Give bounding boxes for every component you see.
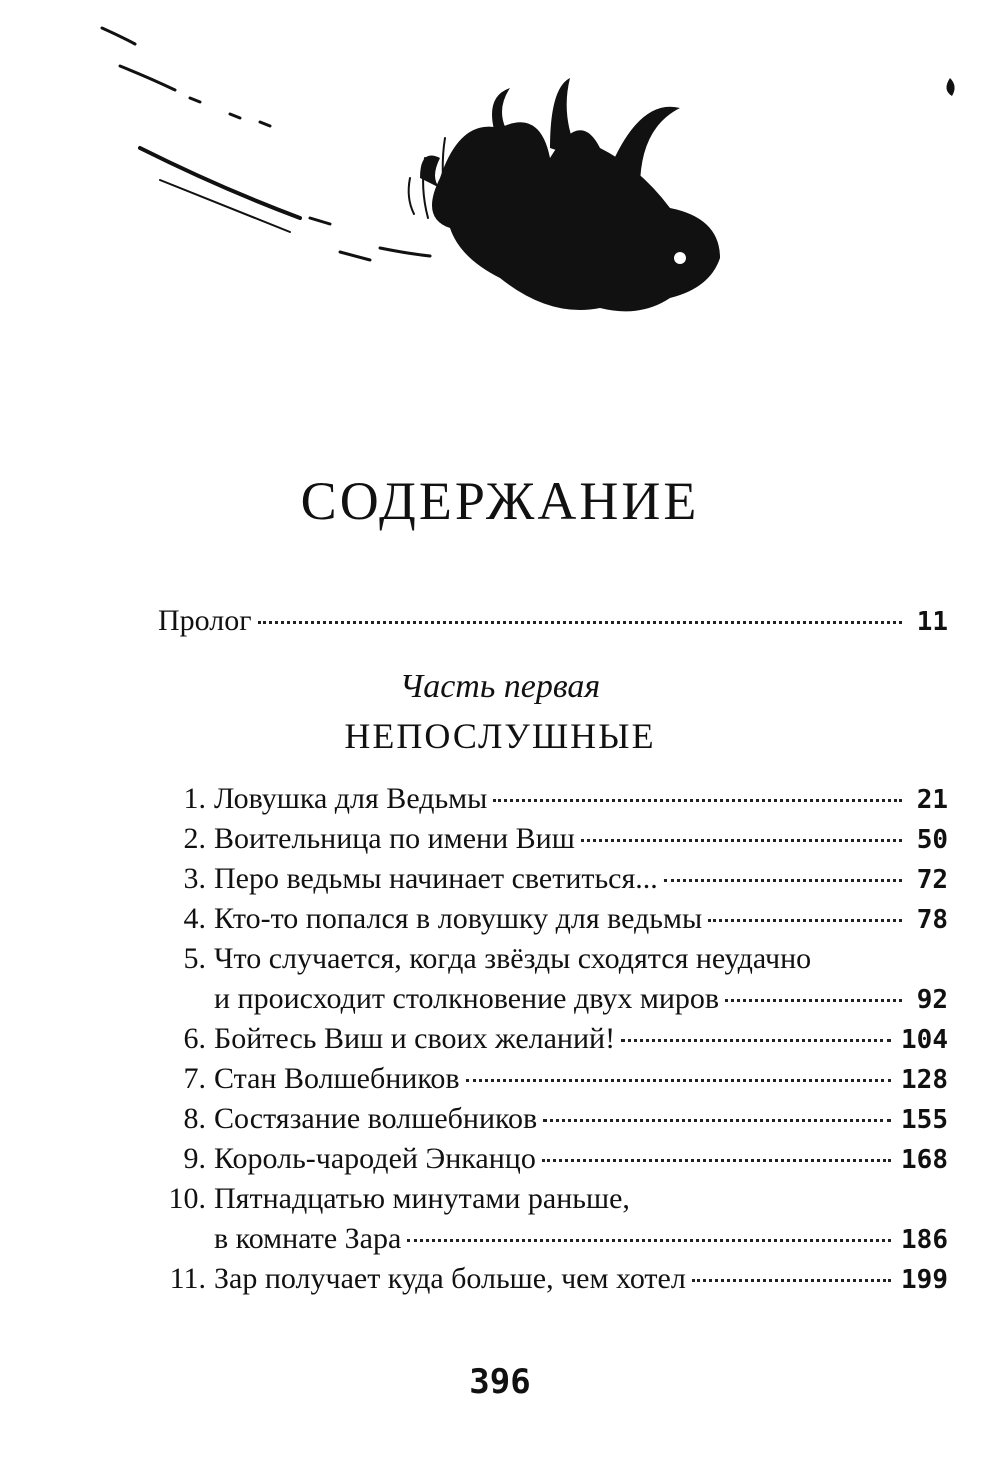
dot-leader bbox=[621, 1039, 891, 1042]
part-label: Часть первая bbox=[399, 668, 601, 705]
toc-entry-page: 50 bbox=[916, 825, 948, 855]
toc-entry[interactable] bbox=[158, 1142, 948, 1182]
toc-entry-title: Король-чародей Энканцо bbox=[214, 1142, 536, 1175]
toc-entry[interactable] bbox=[158, 862, 948, 902]
toc-entry-prologue[interactable] bbox=[158, 604, 948, 644]
toc-entry-title: Состязание волшебников bbox=[214, 1102, 538, 1135]
toc-entry-page: 155 bbox=[901, 1105, 948, 1135]
toc-entry-title: Кто-то попался в ловушку для ведьмы bbox=[214, 902, 703, 935]
toc-entry-number: 6. bbox=[183, 1022, 206, 1055]
dot-leader bbox=[692, 1279, 891, 1282]
dot-leader bbox=[493, 799, 902, 802]
toc-entry-title: Что случается, когда звёзды сходятся неудачно bbox=[214, 942, 812, 975]
toc-entry[interactable] bbox=[158, 1262, 948, 1302]
dot-leader bbox=[466, 1079, 891, 1082]
toc-entry[interactable] bbox=[158, 1062, 948, 1102]
toc-entry-number: 8. bbox=[183, 1102, 206, 1135]
toc-entry-page: 92 bbox=[916, 985, 948, 1015]
dot-leader bbox=[664, 879, 902, 882]
toc-entry-page: 199 bbox=[901, 1265, 948, 1295]
toc-entry-title: Бойтесь Виш и своих желаний! bbox=[214, 1022, 616, 1055]
toc-entry-number: 4. bbox=[183, 902, 206, 935]
dot-leader bbox=[542, 1159, 891, 1162]
part-title: НЕПОСЛУШНЫЕ bbox=[344, 716, 656, 756]
toc-entry-number: 10. bbox=[168, 1182, 206, 1215]
toc-entry-title: Ловушка для Ведьмы bbox=[214, 782, 488, 815]
toc-entry-page: 11 bbox=[916, 607, 948, 637]
toc-entry[interactable] bbox=[158, 822, 948, 862]
toc-entry-continuation[interactable] bbox=[158, 982, 948, 1022]
dot-leader bbox=[258, 621, 902, 624]
dot-leader bbox=[581, 839, 902, 842]
toc-entry-number: 2. bbox=[183, 822, 206, 855]
toc-entry-page: 186 bbox=[901, 1225, 948, 1255]
contents-heading: СОДЕРЖАНИЕ bbox=[300, 471, 700, 531]
toc-entry-number: 9. bbox=[183, 1142, 206, 1175]
toc-entry-number: 7. bbox=[183, 1062, 206, 1095]
toc-entry-title: Стан Волшебников bbox=[214, 1062, 460, 1095]
dot-leader bbox=[725, 999, 902, 1002]
toc-entry-title: Воительница по имени Виш bbox=[214, 822, 575, 855]
dot-leader bbox=[708, 919, 902, 922]
page-number: 396 bbox=[469, 1362, 531, 1402]
toc-entry-title-continuation: и происходит столкновение двух миров bbox=[214, 982, 720, 1015]
toc-entry-number: 5. bbox=[183, 942, 206, 975]
dot-leader bbox=[543, 1119, 891, 1122]
toc-entry-title: Пролог bbox=[158, 604, 252, 637]
toc-entry-page: 104 bbox=[901, 1025, 948, 1055]
toc-entry-page: 168 bbox=[901, 1145, 948, 1175]
flying-creature-illustration bbox=[80, 18, 980, 338]
toc-entry[interactable] bbox=[158, 1182, 948, 1222]
toc-entry-title: Пятнадцатью минутами раньше, bbox=[214, 1182, 630, 1215]
toc-entry-page: 78 bbox=[916, 905, 948, 935]
toc-entry-continuation[interactable] bbox=[158, 1222, 948, 1262]
toc-entry-title-continuation: в комнате Зара bbox=[214, 1222, 402, 1255]
toc-entry[interactable] bbox=[158, 1022, 948, 1062]
toc-entry-title: Перо ведьмы начинает светиться... bbox=[214, 862, 658, 895]
toc-entry-number: 3. bbox=[183, 862, 206, 895]
toc-entry-title: Зар получает куда больше, чем хотел bbox=[214, 1262, 686, 1295]
toc-entry[interactable] bbox=[158, 1102, 948, 1142]
toc-entry-page: 128 bbox=[901, 1065, 948, 1095]
toc-entry[interactable] bbox=[158, 942, 948, 982]
toc-entry[interactable] bbox=[158, 782, 948, 822]
toc-entry[interactable] bbox=[158, 902, 948, 942]
toc-entry-number: 1. bbox=[183, 782, 206, 815]
toc-entry-number: 11. bbox=[169, 1262, 206, 1295]
toc-entry-page: 21 bbox=[916, 785, 948, 815]
dot-leader bbox=[407, 1239, 891, 1242]
toc-entry-page: 72 bbox=[916, 865, 948, 895]
